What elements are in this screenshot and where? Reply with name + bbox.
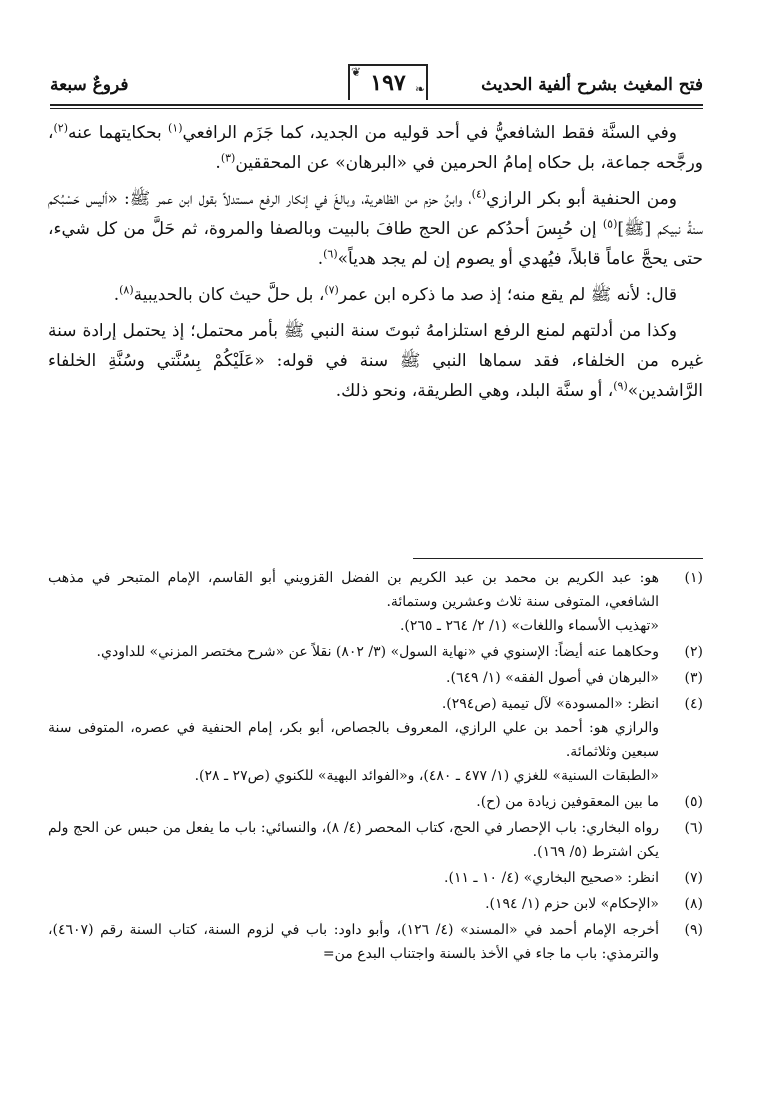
footnote-text: «الطبقات السنية» للغزي (١/ ٤٧٧ ـ ٤٨٠)، و«الفوائد البهية» للكنوي (ص٢٧ ـ ٢٨). <box>194 768 659 784</box>
footnote-text: «تهذيب الأسماء واللغات» (١/ ٢/ ٢٦٤ ـ ٢٦٥). <box>399 618 659 634</box>
text-segment: ، بل حلَّ حيث كان بالحديبية <box>133 285 325 305</box>
footnote-ref[interactable]: (٢) <box>53 121 69 135</box>
footnote <box>48 790 703 814</box>
text-segment: ومن الحنفية أبو بكر الرازي <box>486 189 677 209</box>
header-divider <box>50 104 703 106</box>
footnote-number: (٧) <box>684 870 703 886</box>
corner-ornament-icon: ❦ <box>350 65 362 79</box>
footnote-ref[interactable]: (٥) <box>602 217 618 231</box>
paragraph <box>48 316 703 406</box>
header-divider-thin <box>50 108 703 109</box>
footnote-ref[interactable]: (١) <box>167 121 183 135</box>
footnote-separator <box>413 558 703 559</box>
text-segment: وكذا من أدلتهم لمنع الرفع استلزامهُ ثبوتَ سنة النبي ﷺ بأمر محتمل؛ إذ يحتمل إرادة سنة غيره من الخلفاء، فقد سماها النبي ﷺ سنة في قوله: «عَلَيْكُمْ بِسُنَّتي وسُنَّةِ الخلفاء الرَّاشدين» <box>48 321 703 401</box>
footnote <box>48 666 703 690</box>
footnote <box>48 640 703 664</box>
footnote-text: وحكاهما عنه أيضاً: الإسنوي في «نهاية السول» (٣/ ٨٠٢) نقلاً عن «شرح مختصر المزني» للداودي. <box>96 644 659 660</box>
footnote <box>48 692 703 788</box>
footnote-ref[interactable]: (٧) <box>324 283 339 297</box>
footnote-ref[interactable]: (٩) <box>613 379 628 393</box>
running-header <box>50 64 703 104</box>
paragraph <box>48 118 703 178</box>
text-segment: . <box>317 249 324 269</box>
text-segment: ، ورجَّحه جماعة، بل حكاه إمامُ الحرمين في «البرهان» عن المحققين <box>48 123 703 173</box>
footnote-text: «البرهان في أصول الفقه» (١/ ٦٤٩). <box>446 670 659 686</box>
footnote-text: انظر: «صحيح البخاري» (٤/ ١٠ ـ ١١). <box>444 870 659 886</box>
footnote-number: (٢) <box>684 644 703 660</box>
footnote-ref[interactable]: (٦) <box>323 247 338 261</box>
footnote-ref[interactable]: (٤) <box>471 187 487 201</box>
footnote-number: (٣) <box>684 670 703 686</box>
section-title: فروعٌ سبعة <box>50 75 129 95</box>
text-segment: بحكايتهما عنه <box>68 123 168 143</box>
book-title: فتح المغيث بشرح ألفية الحديث <box>481 75 703 95</box>
footnote-text: أخرجه الإمام أحمد في «المسند» (٤/ ١٢٦)، وأبو داود: باب في لزوم السنة، كتاب السنة رقم (٤٦٠٧)، والترمذي: باب ما جاء في الأخذ بالسنة واجتناب البدع من= <box>48 922 659 962</box>
footnote <box>48 866 703 890</box>
footnote-text: هو: عبد الكريم بن محمد بن عبد الكريم بن الفضل القزويني أبو القاسم، الإمام المتبحر في مذهب الشافعي، المتوفى سنة ثلاث وعشرين وستمائة. <box>48 570 659 610</box>
main-text <box>48 118 703 412</box>
footnote-text: ما بين المعقوفين زيادة من (ح). <box>476 794 659 810</box>
footnote-number: (٨) <box>684 896 703 912</box>
footnote <box>48 918 703 966</box>
text-segment: . <box>113 285 120 305</box>
footnotes <box>48 566 703 968</box>
footnote-number: (٥) <box>684 794 703 810</box>
footnote-text: والرازي هو: أحمد بن علي الرازي، المعروف بالجصاص، أبو بكر، إمام الحنفية في عصره، المتوفى سنة سبعين وثلاثمائة. <box>48 720 659 760</box>
footnote-ref[interactable]: (٣) <box>220 151 236 165</box>
footnote-text: انظر: «المسودة» لآل تيمية (ص٢٩٤). <box>441 696 659 712</box>
footnote-number: (١) <box>684 570 703 586</box>
text-segment: . <box>215 153 221 173</box>
page-number-frame <box>348 64 428 100</box>
paragraph <box>48 184 703 274</box>
footnote-number: (٦) <box>684 820 703 836</box>
footnote-text: «الإحكام» لابن حزم (١/ ١٩٤). <box>485 896 659 912</box>
page-number: ١٩٧ <box>370 70 406 96</box>
text-segment: إن حُبِسَ أحدُكم عن الحج طافَ بالبيت وبالصفا والمروة، ثم حَلَّ من كل شيء، حتى يحجَّ عاماً قابلاً، فيُهدي أو يصوم إن لم يجد هدياً» <box>48 219 703 269</box>
footnote <box>48 816 703 864</box>
footnote-number: (٤) <box>684 696 703 712</box>
footnote-number: (٩) <box>684 922 703 938</box>
footnote <box>48 566 703 638</box>
text-segment: ، أو سنَّة البلد، وهي الطريقة، ونحو ذلك. <box>335 381 614 401</box>
footnote-ref[interactable]: (٨) <box>119 283 134 297</box>
footnote-text: رواه البخاري: باب الإحصار في الحج، كتاب المحصر (٤/ ٨)، والنسائي: باب ما يفعل من حبس عن الحج ولم يكن اشترط (٥/ ١٦٩). <box>48 820 660 860</box>
text-segment: قال: لأنه ﷺ لم يقع منه؛ إذ صد ما ذكره ابن عمر <box>338 285 677 305</box>
corner-ornament-icon: ❧ <box>414 82 426 96</box>
paragraph <box>48 280 703 310</box>
footnote <box>48 892 703 916</box>
text-segment: وفي السنَّة فقط الشافعيُّ في أحد قوليه من الجديد، كما جَزَم الرافعي <box>182 123 677 143</box>
text-segment: ، وابنُ حزم من الظاهرية، وبالغَ في إنكار الرفع مستدلاً بقول ابن عمر ﷺ: «أليس حَسْبُكم سنةُ نبيكم [ﷺ] <box>48 189 703 239</box>
